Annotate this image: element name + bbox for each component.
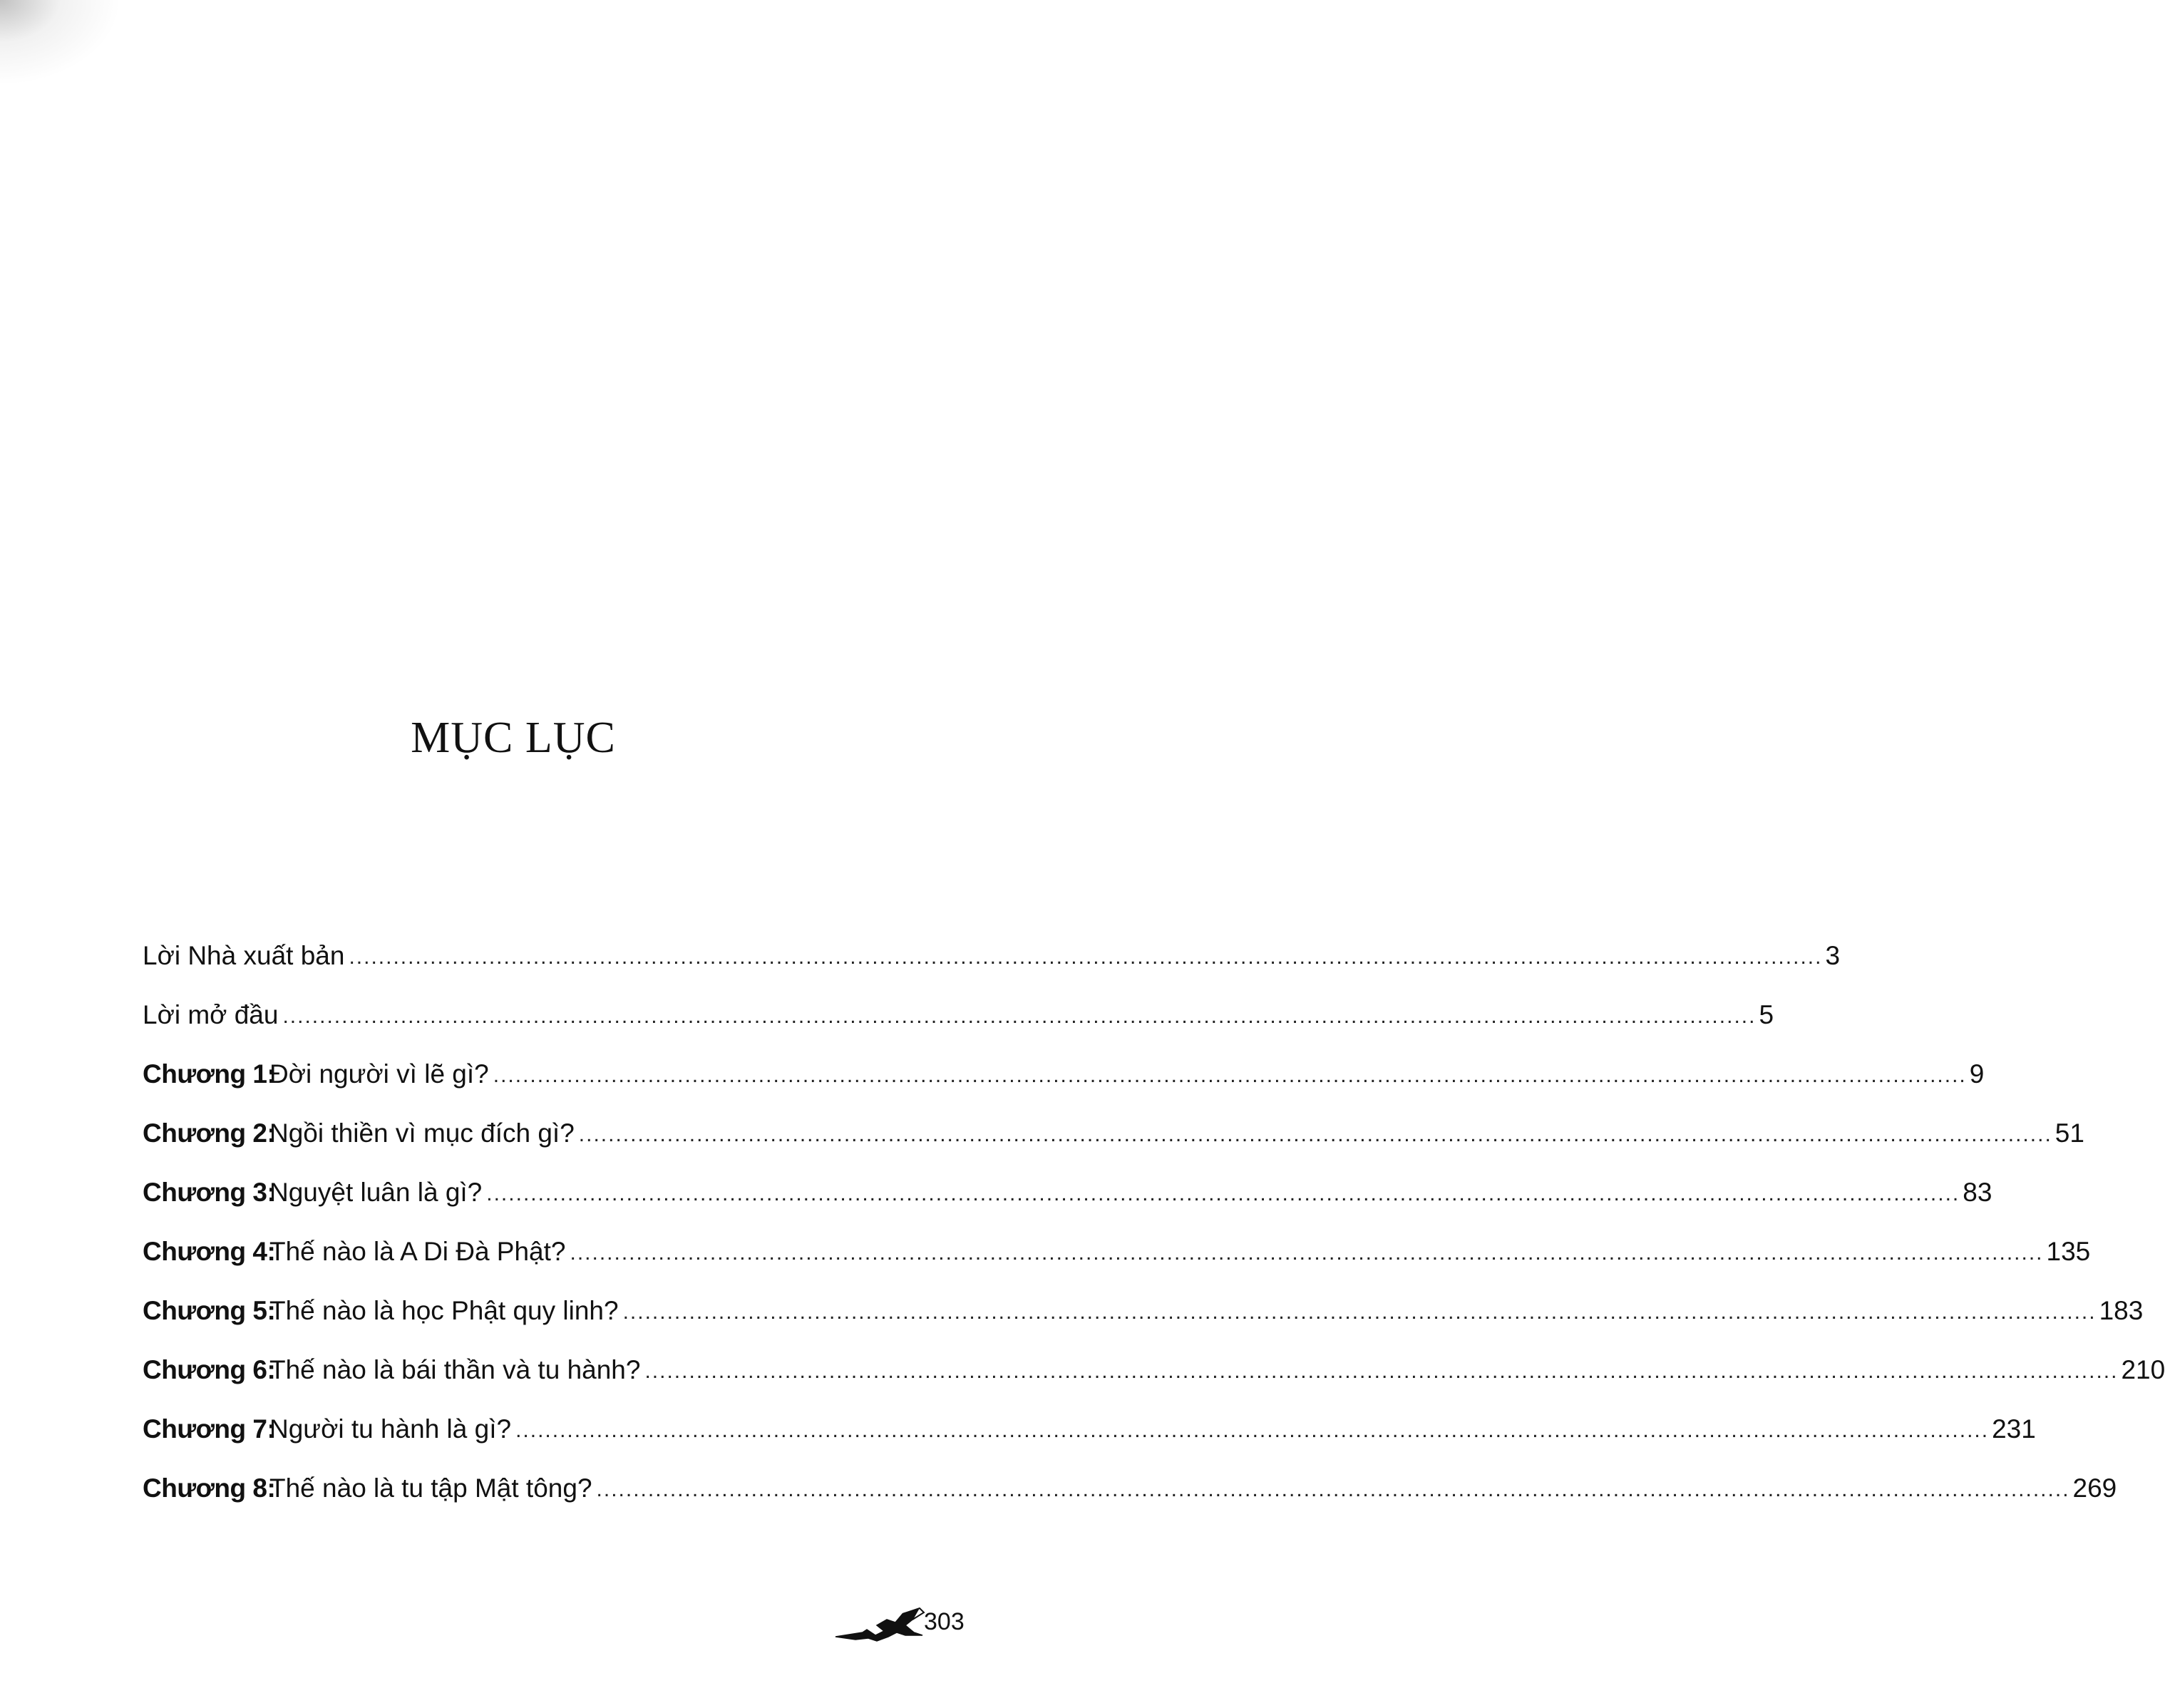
toc-entry bbox=[143, 1386, 2036, 1445]
dot-leader: ........................................................................................................................................................................................................ bbox=[622, 1300, 2097, 1324]
chapter-label: Chương 8: bbox=[143, 1473, 276, 1503]
dot-leader: ........................................................................................................................................................................................................ bbox=[486, 1182, 1960, 1205]
toc-entry-title: Ngồi thiền vì mục đích gì? bbox=[269, 1118, 575, 1148]
toc-entry-title: Lời mở đầu bbox=[143, 1000, 279, 1029]
chapter-label-wrap bbox=[143, 1118, 276, 1149]
scan-smudge bbox=[0, 0, 121, 86]
toc-entry bbox=[143, 1327, 2165, 1386]
toc-entry-title: Người tu hành là gì? bbox=[269, 1414, 512, 1444]
dot-leader: ........................................................................................................................................................................................................ bbox=[282, 1004, 1757, 1028]
chapter-label-wrap bbox=[143, 1295, 276, 1327]
toc-entry-page: 135 bbox=[2046, 1237, 2091, 1266]
dot-leader: ........................................................................................................................................................................................................ bbox=[596, 1478, 2070, 1501]
toc-entry-page: 210 bbox=[2121, 1355, 2165, 1384]
chapter-label: Chương 7: bbox=[143, 1414, 276, 1444]
chapter-label: Chương 2: bbox=[143, 1118, 276, 1148]
toc-entry-page: 83 bbox=[1963, 1178, 1992, 1207]
toc-entry bbox=[143, 1090, 2084, 1149]
chapter-label-wrap bbox=[143, 1177, 276, 1208]
toc-entry-title: Nguyệt luân là gì? bbox=[269, 1178, 483, 1207]
toc-entry-page: 231 bbox=[1992, 1414, 2036, 1444]
toc-entry-title: Lời Nhà xuất bản bbox=[143, 941, 345, 970]
flying-figure-ornament-icon bbox=[834, 1604, 927, 1647]
chapter-label: Chương 3: bbox=[143, 1178, 276, 1207]
toc-entry-title: Thế nào là bái thần và tu hành? bbox=[269, 1355, 641, 1384]
toc-entry bbox=[143, 912, 1841, 972]
dot-leader: ........................................................................................................................................................................................................ bbox=[578, 1123, 2052, 1146]
page-number: 303 bbox=[924, 1608, 965, 1635]
toc-entry bbox=[143, 1445, 2117, 1504]
chapter-label-wrap bbox=[143, 1414, 276, 1445]
toc-entry-page: 51 bbox=[2055, 1118, 2084, 1148]
toc-entry-title: Thế nào là A Di Đà Phật? bbox=[269, 1237, 566, 1266]
toc-entry-title: Thế nào là học Phật quy linh? bbox=[269, 1296, 619, 1325]
toc-entry bbox=[143, 1208, 2091, 1267]
toc-entry bbox=[143, 1267, 2144, 1327]
dot-leader: ........................................................................................................................................................................................................ bbox=[644, 1359, 2119, 1383]
dot-leader: ........................................................................................................................................................................................................ bbox=[493, 1064, 1967, 1087]
toc-entry-page: 5 bbox=[1759, 1000, 1774, 1029]
chapter-label-wrap bbox=[143, 1354, 276, 1386]
toc-entry bbox=[143, 1031, 1985, 1090]
toc-entry bbox=[143, 972, 1774, 1031]
toc-entry-title: Đời người vì lẽ gì? bbox=[269, 1059, 489, 1089]
chapter-label: Chương 4: bbox=[143, 1237, 276, 1266]
toc-entry-page: 269 bbox=[2072, 1473, 2117, 1503]
chapter-label: Chương 6: bbox=[143, 1355, 276, 1384]
page-footer bbox=[834, 1604, 977, 1654]
toc-entry-page: 183 bbox=[2099, 1296, 2144, 1325]
page-title: MỤC LỤC bbox=[411, 714, 616, 762]
chapter-label: Chương 1: bbox=[143, 1059, 276, 1089]
dot-leader: ........................................................................................................................................................................................................ bbox=[515, 1419, 1990, 1442]
chapter-label-wrap bbox=[143, 1473, 276, 1504]
table-of-contents bbox=[143, 912, 2165, 1504]
toc-entry-title: Thế nào là tu tập Mật tông? bbox=[269, 1473, 592, 1503]
toc-entry-page: 9 bbox=[1969, 1059, 1985, 1089]
dot-leader: ........................................................................................................................................................................................................ bbox=[570, 1241, 2044, 1265]
dot-leader: ........................................................................................................................................................................................................ bbox=[349, 945, 1823, 969]
chapter-label: Chương 5: bbox=[143, 1296, 276, 1325]
chapter-label-wrap bbox=[143, 1236, 276, 1267]
toc-entry bbox=[143, 1149, 1992, 1208]
chapter-label-wrap bbox=[143, 1059, 276, 1090]
toc-entry-page: 3 bbox=[1825, 941, 1841, 970]
